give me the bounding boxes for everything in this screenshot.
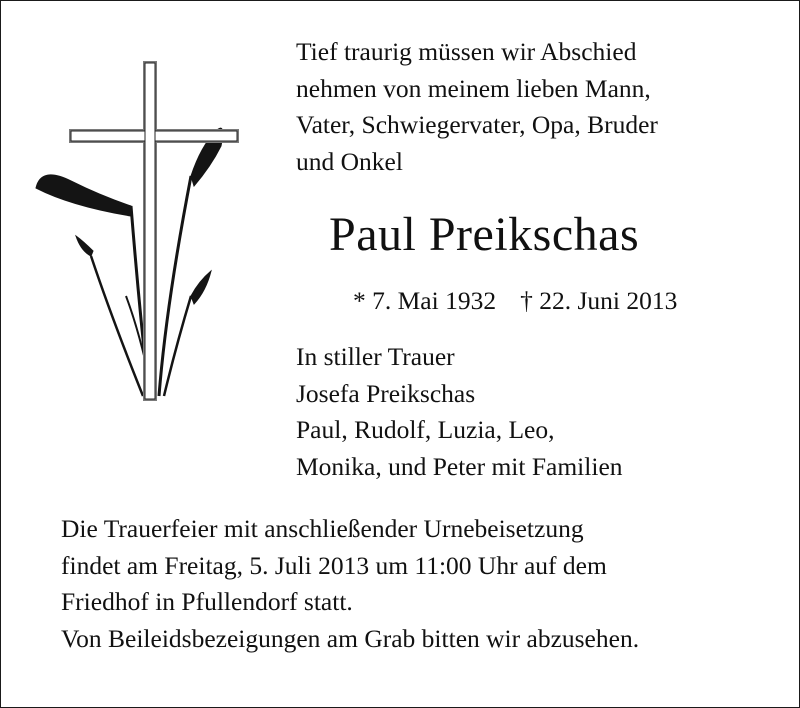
ceremony-line: findet am Freitag, 5. Juli 2013 um 11:00 Uhr auf dem: [61, 550, 607, 580]
mourner-line: Josefa Preikschas: [296, 378, 476, 408]
deceased-name: Paul Preikschas: [329, 208, 640, 261]
birth-date: * 7. Mai 1932: [353, 286, 497, 315]
intro-line: nehmen von meinem lieben Mann,: [296, 73, 651, 103]
ceremony-line: Friedhof in Pfullendorf statt.: [61, 587, 353, 616]
death-date: † 22. Juni 2013: [520, 286, 678, 315]
intro-line: und Onkel: [296, 146, 403, 176]
wheat-icon: [36, 128, 223, 396]
mourners-list: [296, 339, 776, 485]
intro-text: [296, 34, 776, 180]
cross-wheat-emblem: [31, 56, 246, 406]
life-dates: [353, 284, 773, 318]
condolence-note: Von Beileidsbezeigungen am Grab bitten wir abzusehen.: [61, 624, 640, 653]
intro-line: Tief traurig müssen wir Abschied: [296, 37, 637, 66]
ceremony-info: [61, 511, 781, 621]
cross-icon: [69, 61, 239, 401]
mourner-line: Monika, und Peter mit Familien: [296, 451, 623, 481]
ceremony-line: Die Trauerfeier mit anschließender Urnebeisetzung: [61, 514, 584, 543]
intro-line: Vater, Schwiegervater, Opa, Bruder: [296, 110, 658, 139]
mourner-line: In stiller Trauer: [296, 342, 455, 371]
mourner-line: Paul, Rudolf, Luzia, Leo,: [296, 415, 555, 444]
